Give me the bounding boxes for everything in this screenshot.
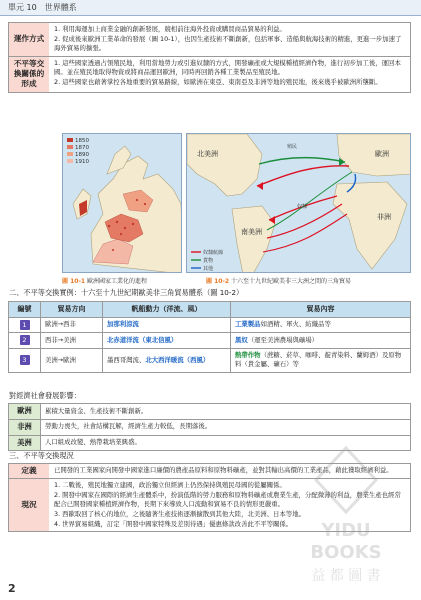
trade-content-text-1: 如酒精、軍火、紡織品等 [260,320,331,328]
row-label-current: 現況 [9,479,49,531]
label-africa: 非洲 [377,213,391,221]
legend-other: 其他 [203,266,214,272]
current-item-3: 3. 西歐取回了核心的地位，之後隨著生產技術逐漸擴散到其他大陸，北美洲、日本等地。 [54,510,305,519]
effect-text-africa: 勞動力喪失，社會結構瓦解，經濟生產力較低，長期落後。 [41,419,411,435]
unequal-item-1: 1. 這些國家透過占領殖民地，利用當地勞力或引進奴隸的方式，開發礦產或大規模種植經濟作物，進行初步加工後，運回本國。並在殖民地取得物資或將商品運回歐洲，同時再回銷各種工業製品至殖民地。 [54,58,401,77]
row-label-unequal: 不平等交換關係的形成 [9,57,49,92]
legend-goods: 貨物 [203,258,214,264]
legend-1910: 1910 [75,159,89,165]
trade-number-3: 3 [20,355,30,365]
trade-content-text-2: （運至美洲農場與礦場） [247,335,319,344]
trade-power-3 [103,348,231,372]
figure-10-1-text: 歐洲國家工業化的進程 [87,278,148,285]
definition-text: 已開發的工業國家向開發中國家進口廉價的農產品原料和原物料礦產，並對其輸出高價的工業產品，藉此獲取經濟利益。 [54,466,393,474]
trade-content-1 [231,317,411,333]
section-2-title: 二、不平等交換實例：十六至十九世紀期歐美非三角貿易體系（圖 10-2） [9,288,244,297]
trade-direction-3: 美洲→歐洲 [41,348,103,372]
map-label-colony: 殖民 [287,144,298,150]
row-label-operation: 運作方式 [9,23,49,56]
effect-row-africa [9,419,411,435]
trade-content-2 [231,333,411,349]
legend-slave-route: 奴隸航線 [203,250,224,256]
intro-row-unequal [9,57,410,92]
legend-1870: 1870 [75,145,89,151]
watermark-line-1: YIDU [321,520,371,541]
legend-1850: 1850 [75,138,89,144]
triangular-trade-map [186,133,411,273]
unit-title: 單元 10 世界體系 [8,3,77,12]
trade-number-2: 2 [20,335,30,345]
trade-number-1: 1 [20,320,30,330]
row-body-operation [49,23,410,56]
header-power: 帆船動力（洋流、風） [103,302,231,318]
trade-table-header [9,302,411,318]
page-number: 2 [8,581,16,595]
effect-label-europe: 歐洲 [9,404,41,420]
current-item-2: 2. 開發中國家在國際的經濟生產體系中，扮演低階的勞力服務和原物料礦產或農業生產，分配微薄的利益，農業生產也經常配合已開發國家種植經濟作物，長期下來導致人口流動和貿易不良的情形更嚴重。 [54,490,401,509]
label-south-america: 南美洲 [241,228,262,236]
triangular-trade-table [8,301,411,373]
current-item-1: 1. 二戰後，殖民地獨立建國，政治獨立但經濟上仍然保持與殖民母國的從屬關係。 [54,481,286,490]
publisher-watermark [281,440,411,590]
row-label-definition: 定義 [9,464,49,478]
effect-text-europe: 累積大量資金、生產技術不斷創新。 [41,404,411,420]
label-north-america: 北美洲 [197,150,218,158]
trade-content-hl-2: 黑奴 [235,335,248,344]
header-number: 編號 [9,302,41,318]
section-3-title: 三、不平等交換現況 [9,451,74,460]
figure-10-2-caption [206,277,351,286]
legend-1890: 1890 [75,152,89,158]
unequal-item-2: 2. 這些國家也藉著掌控各地重要的貿易路線，如歐洲在東亞、東南亞及非洲等地的殖民地，後來幾乎被歐洲所壟斷。 [54,78,382,87]
trade-power-1: 加那利涼流 [103,317,231,333]
watermark-line-2: BOOKS [310,542,382,563]
row-body-unequal [49,57,410,92]
trade-direction-1: 歐洲→西非 [41,317,103,333]
figure-10-2-number: 圖 10-2 [206,278,230,285]
europe-map-graphic [63,134,182,273]
effects-title: 對經濟社會發展影響： [9,391,81,400]
trade-row-2 [9,333,411,349]
effect-label-america: 美洲 [9,435,41,451]
effect-label-africa: 非洲 [9,419,41,435]
effect-text-america: 人口組成改變、熱帶栽培業興盛。 [41,435,411,451]
trade-power-hl-3: 北大西洋暖流（西風） [145,355,210,364]
trade-map-graphic [187,134,411,273]
figure-10-1-number: 圖 10-1 [62,278,86,285]
current-item-4: 4. 世界貿易組織，訂定「開發中國家特殊及差別待遇」優惠條款改善此不平等關係。 [54,519,293,528]
header-content: 貿易內容 [231,302,411,318]
operation-item-1: 1. 利用海運加上商業金融的創新發展，競相前往海外投資或購買商品貿易的利益。 [54,25,286,33]
effect-row-europe [9,404,411,420]
header-direction: 貿易方向 [41,302,103,318]
trade-content-text-3: （蔗糖、菸草、咖啡、靛青染料、蘭姆酒）及原物料（貴金屬、礦石）等 [235,350,402,369]
trade-row-1 [9,317,411,333]
intro-row-operation [9,23,410,57]
page-header [0,0,421,16]
trade-row-3 [9,348,411,372]
europe-industrialization-map [62,133,182,273]
label-europe: 歐洲 [375,150,389,158]
trade-direction-2: 西非→美洲 [41,333,103,349]
figure-10-1-caption [62,277,147,286]
watermark-line-3: 益 都 圖 書 [311,568,381,584]
map-label-slave: 奴隸 [297,204,308,210]
trade-content-hl-3: 熱帶作物 [235,350,261,359]
operation-item-2: 2. 促成後來歐洲工業革命的發展（圖 10-1），也因生產技術不斷創新，包括軍事、造船與航海技術的精進，更進一步加速了海外貿易的擴張。 [54,34,402,53]
trade-content-hl-1: 工業製品 [235,320,261,328]
intro-table [8,22,411,93]
figure-10-2-text: 十六至十九世紀歐美非三大洲之間的三角貿易 [231,278,352,285]
trade-power-2: 北赤道洋流（東北信風） [103,333,231,349]
trade-power-plain-3: 墨西哥灣流、 [107,355,146,364]
trade-content-3 [231,348,411,372]
